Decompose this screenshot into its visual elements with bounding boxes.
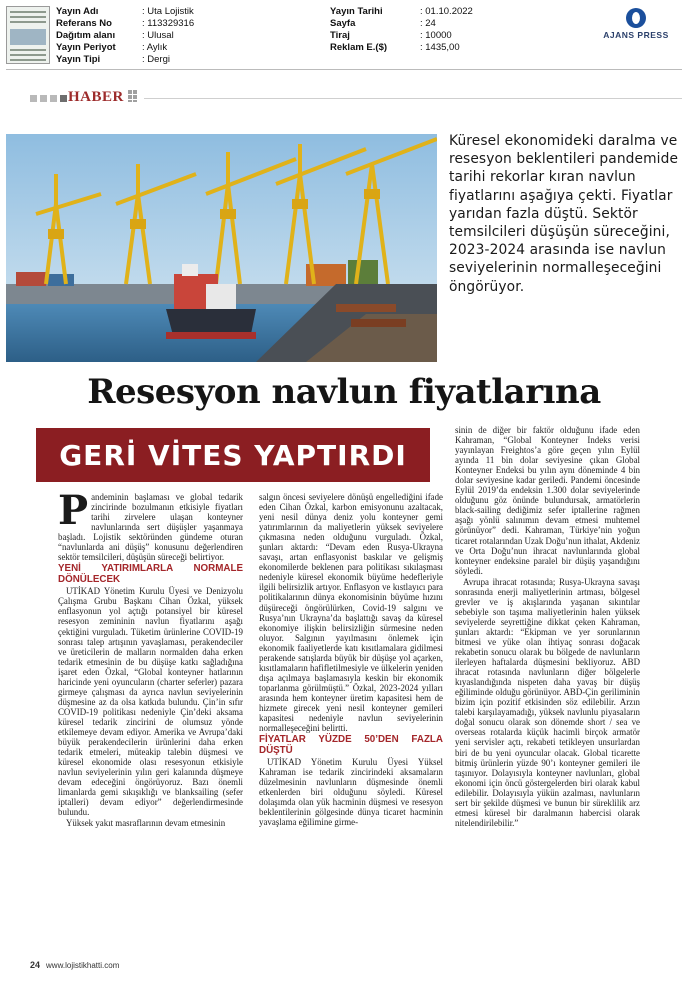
decor-square [40, 95, 47, 102]
article-column-2 [259, 492, 443, 828]
port-cranes-photo [6, 134, 437, 362]
meta-value: : 01.10.2022 [420, 6, 473, 17]
paragraph: UTİKAD Yönetim Kurulu Üyesi ve Denizyolu Çalışma Grubu Başkanı Cihan Özkal, yüksek enflasyonun yol açtığı potansiyel bir küresel resesyon zemininin navlun fiyatlarını aşağı çektiğini vurguladı. Tüketim ürünlerine COVID-19 sonrası talep artışının yavaşlaması, perakendeciler ve üreticilerin de malların normalden daha erken tedarik etmesinin de bu düşüşe katkı sağladığına işaret eden Özkal, “Global konteyner hatlarının haricinde yeni oyuncuların (charter seferler) pazara girmeye çalışması da ayrıca navlun seviyelerinin düşmesine az da olsa katkıda bulundu. Çin’in sıfır COVID-19 politikası nedeniyle Çin’deki aksama küresel tedarik zincirini de olumsuz yönde etkilemeye devam ediyor. Amerika ve Avrupa’daki büyük perakendecilerin ürünlerini daha erken tedarik etmeleri, müteakip talebin düşmesi ve küresel ekonomide olası resesyonun etkisiyle navlun seviyelerinin yılın geri kalanında düşmeye devam edeceğini öngörüyoruz. Bazı önemli limanlarda gemi sıkışıklığı ve blanksailing (sefer iptalleri) devam ediyor” değerlendirmesinde bulundu. [58, 586, 243, 818]
page-thumbnail [6, 6, 50, 64]
page-number: 24 [30, 960, 41, 970]
logo-icon [626, 8, 646, 28]
meta-label: Reklam E.($) [330, 42, 388, 53]
meta-row: Yayın Periyot [56, 42, 116, 53]
meta-value: : Dergi [142, 54, 170, 65]
divider [6, 69, 682, 70]
subheading: YENİ YATIRIMLARLA NORMALE DÖNÜLECEK [58, 563, 243, 586]
port-photo-illustration [6, 134, 437, 362]
headline: Resesyon navlun fiyatlarına [87, 372, 601, 412]
footer-url: www.lojistikhatti.com [46, 961, 120, 970]
lede-text: Küresel ekonomideki daralma ve resesyon beklentileri pandemide tarihi rekorlar kıran navlun fiyatlarını aşağıya çekti. Fiyatlar yarıdan fazla düştü. Sektör temsilcileri düşüşün süreceğini, 2023-2024 arasında ise navlun seviyelerinin normalleşeceğini öngörüyor. [449, 133, 679, 295]
paragraph: Yüksek yakıt masraflarının devam etmesinin [66, 818, 226, 829]
meta-value: : 1435,00 [420, 42, 460, 53]
article-column-3 [455, 425, 640, 829]
meta-value: : Uta Lojistik [142, 6, 194, 17]
grid-icon [128, 90, 140, 102]
ajans-press-logo [594, 8, 678, 40]
intro-paragraph [58, 487, 243, 563]
section-label: HABER [68, 89, 124, 105]
meta-row: Yayın Adı [56, 6, 99, 17]
meta-label: Sayfa [330, 18, 356, 29]
paragraph: Avrupa ihracat rotasında; Rusya-Ukrayna savaşı sonrasında enerji maliyetlerinin artması, bölgesel grevler ve iş akışlarında yaşanan sıkıntılar sebebiyle son taşıma maliyetlerinin halen yüksek seviyelerde seyrettiğine dikkat çeken Kahraman, şunları aktardı: “Ekipman ve yer sorunlarının bitmesi ve yüke olan ihtiyaç sonrası doğacak rekabetin sonucu olarak bu bölgede de navlunların ilerleyen haftalarda düşmesini bekliyoruz. ABD ihracat rotasında navlunların diğer bölgelerle kıyaslandığında nispeten daha yavaş bir düşüş eğiliminde olduğu görünüyor. ABD-Çin geriliminin bizim için pozitif etkisinden söz edilebilir. Arzın talebi karşılayamadığı, yüksek navlunlu piyasaların doğal sonucu olarak son dönemde short / sea ve overseas rotalarda küçük hacimli birçok armatör yeni servisler açtı, rekabeti tetikleyen unsurlardan biri de bu yeni oyuncular olacak. Global ticarette bitmiş ürünlerin yüzde 90’ı konteyner gemileri ile taşınıyor. Dolayısıyla konteyner navlunları, global ekonomi için öncü göstergelerden biri olarak kabul edilebilir. Dolayısıyla yükün azalması, navlunların sert bir şekilde düşmesi ve bunun bir süreklilik arz etmesi küresel bir daralmanın habercisi olarak nitelendirilebilir.” [455, 576, 640, 828]
meta-value: : 10000 [420, 30, 452, 41]
paragraph: UTİKAD Yönetim Kurulu Üyesi Yüksel Kahraman ise tedarik zincirindeki aksamaların düzelmesinin navlunların düşmesinde önemli etkenlerden biri olduğunu söyledi. Küresel dolaşımda olan yük hacminin düşmesi ve resesyon beklentilerinin gölgesinde dünya ticaret hacminin yavaşlama eğilimine girme- [259, 757, 443, 828]
meta-value: : 113329316 [142, 18, 195, 29]
meta-value: : 24 [420, 18, 436, 29]
drop-cap: P [58, 487, 89, 534]
paragraph: sinin de diğer bir faktör olduğunu ifade eden Kahraman, “Global Konteyner Indeks verisi yayınlayan Freightos’a göre geçen yılın Eylül ayında 11 bin dolar seviyesine çıkan Global Konteyner Endeksi bu yılın aynı döneminde 4 bin dolar seviyesine kadar geriledi. Pandemi öncesinde Eylül 2019’da endeksin 1.300 dolar seviyelerinde olduğunu göz önünde bulundursak, armatörlerin black-sailing dediğimiz sefer iptallerine rağmen aşağı yönlü salınımın devam etmesi muhtemel görünüyor” dedi. Kahraman, Türkiye’nin yoğun ticaret rotalarından Uzak Doğu’nun ithalat, Akdeniz ve Orta Doğu’nun ihracat navlunlarında global konteyner endeksine paralel bir düşüş yaşandığını söyledi. [455, 425, 640, 576]
subheading: FİYATLAR YÜZDE 50’DEN FAZLA DÜŞTÜ [259, 734, 443, 757]
meta-label: Yayın Tarihi [330, 6, 383, 17]
section-divider [144, 98, 682, 99]
decor-square [60, 95, 67, 102]
intro-text: andeminin başlaması ve global tedarik zincirinde bozulmanın etkisiyle fiyatları tarihi zirvelere ulaşan konteyner navlunlarında sert düşüşler yaşanmaya başladı. Lojistik sektöründen gündeme oturan “navlunlarda ani düşüş” konusunu değerlendiren sektör temsilcileri, düşüşün süreceği belirtiyor. [58, 492, 243, 563]
meta-row: Dağıtım alanı [56, 30, 116, 41]
meta-row: Yayın Tipi [56, 54, 101, 65]
paragraph: salgın öncesi seviyelere dönüşü engellediğini ifade eden Cihan Özkal, karbon emisyonunu azaltacak, yeni nesil dünya deniz yolu konteyner gemi yatırımlarının da maliyetlerin yüksek seviyelere çıkmasına neden olduğunu vurguladı. Özkal, şunları aktardı: “Devam eden Rusya-Ukrayna savaşı, artan enflasyonist baskılar ve gelişmiş ekonomilerde beklenen para politikası sıkılaşması nedeniyle küresel ekonomik büyüme hedefleriyle ilgili belirsizlik artıyor. Enflasyon ve kıstlayıcı para politikalarının dünya ekonomisinin büyüme hızını düşüreceği öngörülürken, Covid-19 salgını ve Rusya’nın Ukrayna’da başlattığı savaş da küresel ekonomiye ilişkin belirsizliğin sürmesine neden oluyor. Salgının yayılmasını önlemek için ekonomik faaliyetlerde katı kısıtlamalara gidilmesi perakende satışlarda büyük bir düşüşe yol açarken, kısıtlamaların hafifletilmesiyle ve ülkelerin yeniden dışa açılmaya başlamasıyla keskin bir ekonomik toparlanma görülmüştü.” Özkal, 2023-2024 yılları arasında hem konteyner üretim kapasitesi hem de hizmete girecek yeni nesil konteyner gemileri kapasitesi nedeniyle navlun seviyelerinin normalleşeceğini belirtti. [259, 492, 443, 734]
page-footer [30, 960, 119, 970]
meta-label: Tiraj [330, 30, 350, 41]
headline-banner [36, 428, 430, 482]
decor-square [50, 95, 57, 102]
banner-text: GERİ VİTES YAPTIRDI [59, 439, 407, 472]
clipping-header [0, 0, 688, 70]
article-column-1 [58, 487, 243, 829]
meta-value: : Ulusal [142, 30, 174, 41]
meta-value: : Aylık [142, 42, 168, 53]
decor-square [30, 95, 37, 102]
logo-text: AJANS PRESS [603, 30, 669, 40]
meta-row: Referans No [56, 18, 112, 29]
